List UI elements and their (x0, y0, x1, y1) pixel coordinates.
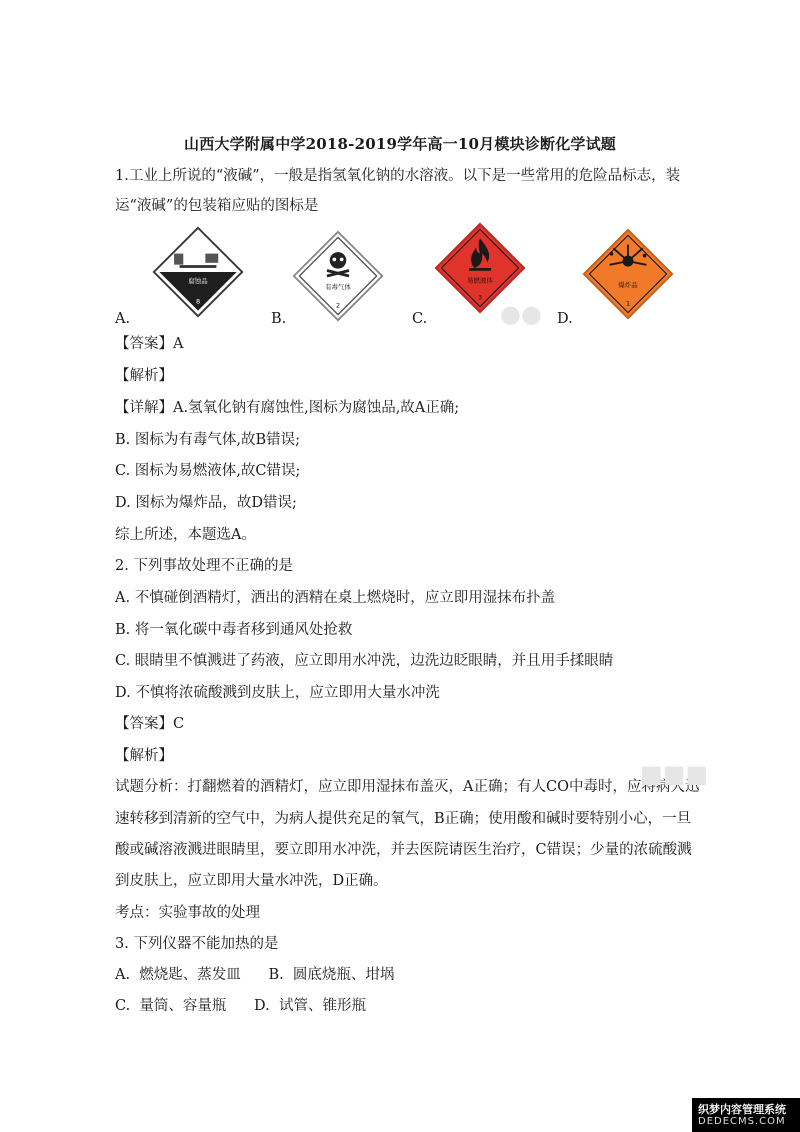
q1-option-c-label: C. (412, 311, 428, 327)
q1-stem-line2: 运“液碱”的包装箱应贴的图标是 (115, 198, 319, 214)
q2-explanation-line: 酸或碱溶液溅进眼睛里，要立即用水冲洗，并去医院请医生治疗，C错误；少量的浓硫酸溅 (115, 842, 692, 858)
sign-b-text: 有毒气体 (325, 282, 351, 291)
q2-explanation-line: 到皮肤上，应立即用大量水冲洗，D正确。 (115, 873, 388, 889)
q2-stem: 2. 下列事故处理不正确的是 (115, 558, 293, 574)
q1-option-b-label: B. (271, 311, 287, 327)
toxic-gas-sign-icon (292, 230, 384, 322)
q2-option-d: D. 不慎将浓硫酸溅到皮肤上，应立即用大量水冲洗 (115, 685, 440, 701)
q1-detail-line: 综上所述，本题选A。 (115, 527, 256, 543)
q2-option-a: A. 不慎碰倒酒精灯，洒出的酒精在桌上燃烧时，应立即用湿抹布扑盖 (115, 590, 556, 606)
q1-detail-line: D. 图标为爆炸品，故D错误; (115, 495, 297, 511)
sign-c-number: 3 (477, 293, 483, 302)
q2-option-c: C. 眼睛里不慎溅进了药液，应立即用水冲洗，边洗边眨眼睛，并且用手揉眼睛 (115, 653, 614, 669)
sign-a-text: 腐蚀品 (188, 277, 208, 286)
q1-stem-line1: 1.工业上所说的“液碱”，一般是指氢氧化钠的水溶液。以下是一些常用的危险品标志，装 (115, 168, 681, 184)
q2-explanation-line: 速转移到清新的空气中，为病人提供充足的氧气，B正确；使用酸和碱时要特别小心，一旦 (115, 811, 692, 827)
sign-d-number: 1 (625, 299, 631, 308)
sign-a-number: 8 (195, 297, 201, 306)
watermark-top: 织梦内容管理系统 (698, 1103, 786, 1116)
q1-detail-line: B. 图标为有毒气体,故B错误; (115, 432, 301, 448)
q2-kaodian: 考点：实验事故的处理 (115, 905, 260, 921)
sign-d-text: 爆炸品 (618, 280, 638, 289)
q1-detail-line: C. 图标为易燃液体,故C错误; (115, 463, 301, 479)
q2-option-b: B. 将一氧化碳中毒者移到通风处抢救 (115, 622, 353, 638)
scan-artifact: ■■■ (640, 760, 709, 788)
q1-option-a-label: A. (115, 311, 131, 327)
sign-c-text: 易燃液体 (467, 276, 493, 285)
q1-answer: 【答案】A (115, 336, 184, 352)
q3-stem: 3. 下列仪器不能加热的是 (115, 936, 279, 952)
q3-options-row2: C. 量筒、容量瓶 D. 试管、锥形瓶 (115, 998, 366, 1014)
q1-detail-line: 【详解】A.氢氧化钠有腐蚀性,图标为腐蚀品,故A正确; (115, 400, 460, 416)
page-title: 山西大学附属中学2018-2019学年高一10月模块诊断化学试题 (184, 135, 616, 153)
q2-explanation-line: 试题分析：打翻燃着的酒精灯，应立即用湿抹布盖灭，A正确；有人CO中毒时，应将病人迅 (115, 779, 700, 795)
q2-answer: 【答案】C (115, 716, 185, 732)
q2-analysis-heading: 【解析】 (115, 748, 173, 764)
watermark-bottom: DEDECMS.COM (698, 1116, 786, 1127)
corrosive-sign-icon (152, 226, 244, 318)
explosive-sign-icon (582, 228, 674, 320)
q1-option-d-label: D. (557, 311, 573, 327)
q3-options-row1: A. 燃烧匙、蒸发皿 B. 圆底烧瓶、坩埚 (115, 967, 395, 983)
watermark-logo (692, 1098, 800, 1132)
q1-analysis-heading: 【解析】 (115, 368, 173, 384)
sign-b-number: 2 (335, 301, 341, 310)
scan-artifact: ●● (500, 300, 542, 328)
